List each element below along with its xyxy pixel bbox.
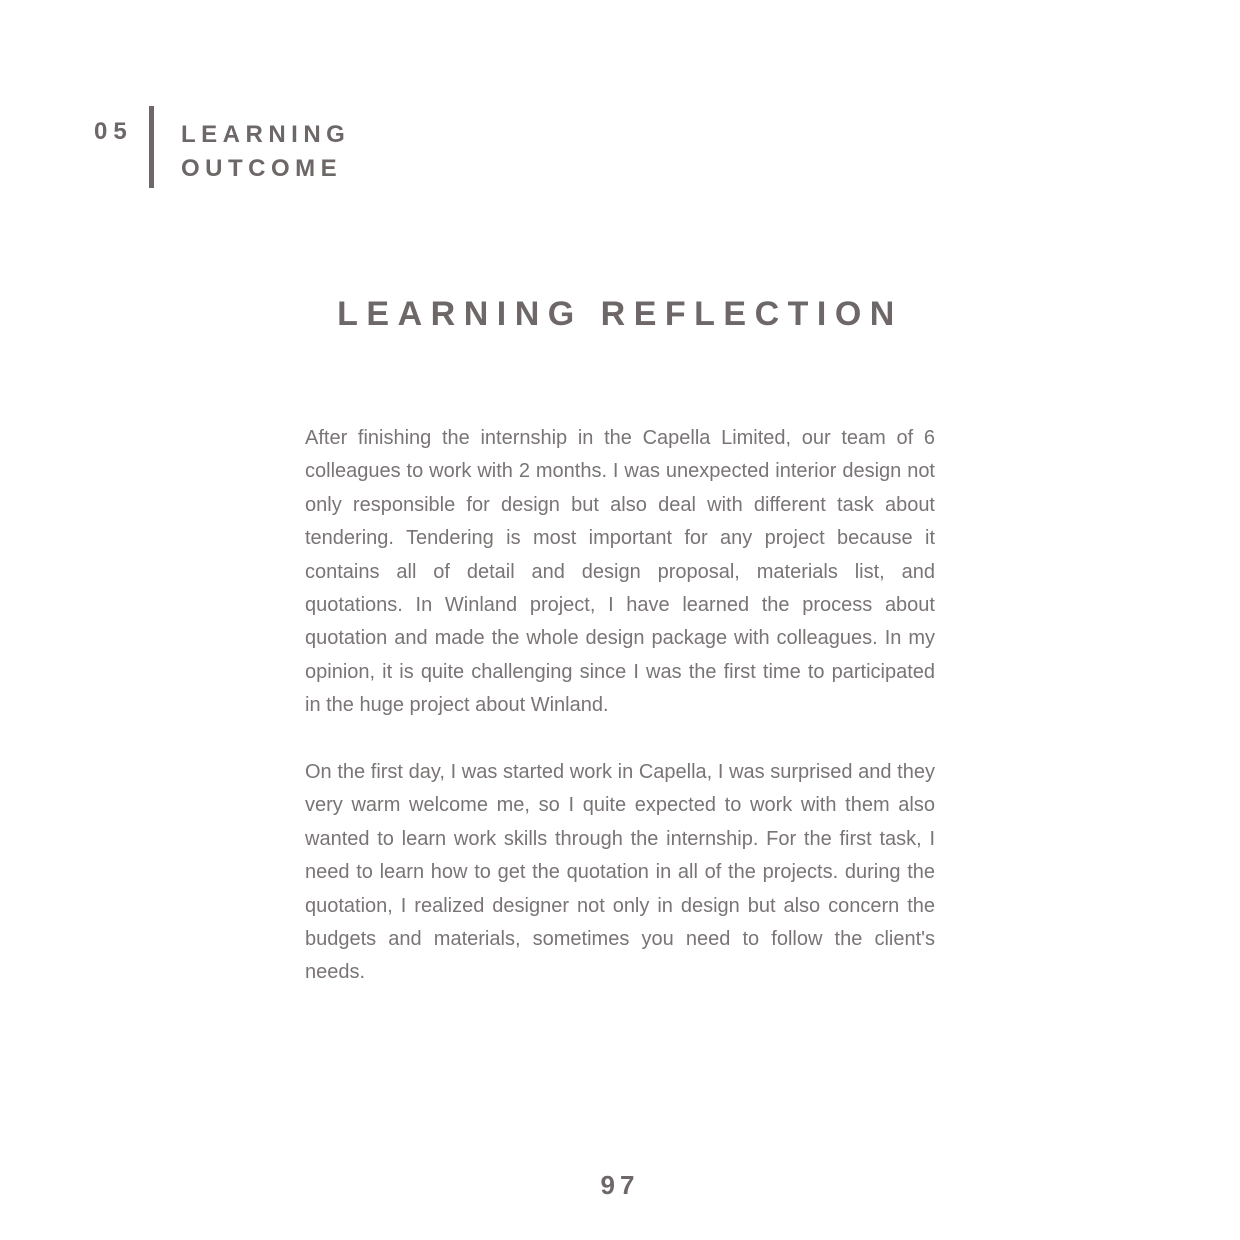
chapter-number: 05	[94, 118, 133, 145]
paragraph: On the first day, I was started work in Capella, I was surprised and they very warm welcome me, so I quite expected to work with them also wanted to learn work skills through the internship. For the first task, I need to learn how to get the quotation in all of the projects. during the quotation, I realized designer not only in design but also concern the budgets and materials, sometimes you need to follow the client's needs.	[305, 761, 935, 984]
chapter-divider	[149, 106, 154, 188]
paragraph: After finishing the internship in the Capella Limited, our team of 6 colleagues to work with 2 months. I was unexpected interior design not only responsible for design but also deal with different task about tendering. Tendering is most important for any project because it contains all of detail and design proposal, materials list, and quotations. In Winland project, I have learned the process about quotation and made the whole design package with colleagues. In my opinion, it is quite challenging since I was the first time to participated in the huge project about Winland.	[305, 427, 935, 717]
section-title: LEARNING REFLECTION	[337, 295, 903, 333]
chapter-title-line2: OUTCOME	[181, 155, 343, 182]
body-text	[305, 422, 935, 990]
chapter-title	[181, 118, 350, 186]
chapter-title-line1: LEARNING	[181, 121, 351, 148]
page-number: 97	[600, 1170, 640, 1200]
